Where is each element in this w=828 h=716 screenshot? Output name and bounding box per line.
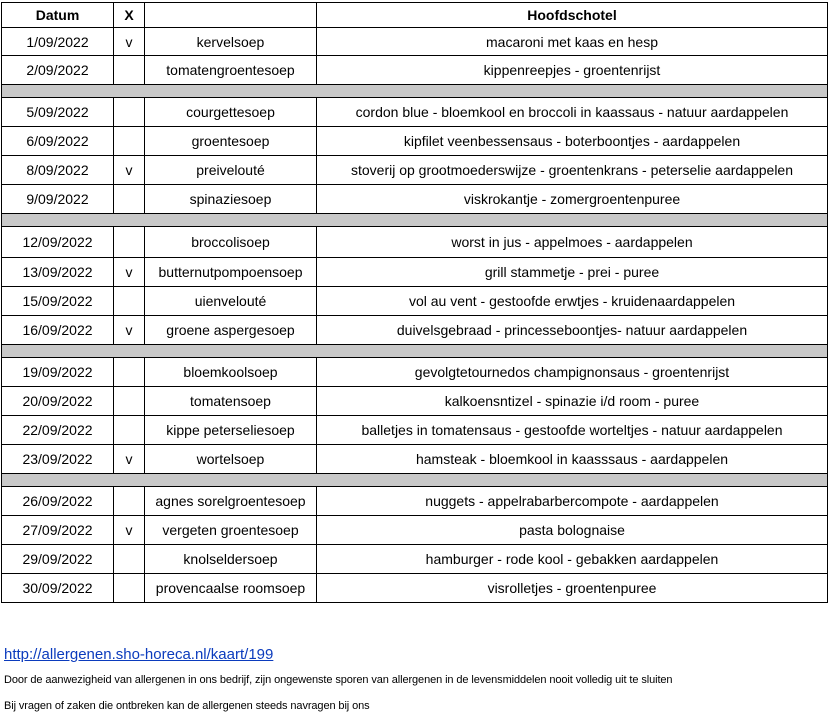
soup-cell: kippe peterseliesoep [145, 416, 317, 445]
soup-cell: broccolisoep [145, 227, 317, 258]
week-separator [2, 345, 828, 358]
main-cell: cordon blue - bloemkool en broccoli in kaassaus - natuur aardappelen [317, 98, 828, 127]
main-cell: vol au vent - gestoofde erwtjes - kruidenaardappelen [317, 287, 828, 316]
soup-cell: preivelouté [145, 156, 317, 185]
table-row [2, 287, 828, 316]
main-cell: nuggets - appelrabarbercompote - aardappelen [317, 487, 828, 516]
x-cell: v [114, 516, 145, 545]
soup-cell: spinaziesoep [145, 185, 317, 214]
date-cell: 27/09/2022 [2, 516, 114, 545]
soup-cell: knolseldersoep [145, 545, 317, 574]
date-cell: 16/09/2022 [2, 316, 114, 345]
main-cell: balletjes in tomatensaus - gestoofde worteltjes - natuur aardappelen [317, 416, 828, 445]
main-cell: viskrokantje - zomergroentenpuree [317, 185, 828, 214]
header-date: Datum [2, 3, 114, 28]
table-row [2, 545, 828, 574]
main-cell: grill stammetje - prei - puree [317, 258, 828, 287]
table-row [2, 516, 828, 545]
soup-cell: tomatengroentesoep [145, 56, 317, 85]
date-cell: 9/09/2022 [2, 185, 114, 214]
table-row [2, 358, 828, 387]
x-cell [114, 358, 145, 387]
header-soup [145, 3, 317, 28]
table-row [2, 416, 828, 445]
main-cell: kipfilet veenbessensaus - boterboontjes - aardappelen [317, 127, 828, 156]
date-cell: 8/09/2022 [2, 156, 114, 185]
date-cell: 12/09/2022 [2, 227, 114, 258]
x-cell [114, 387, 145, 416]
allergen-note: Door de aanwezigheid van allergenen in ons bedrijf, zijn ongewenste sporen van allergenen in de levensmiddelen nooit volledig uit te sluiten [4, 674, 673, 686]
soup-cell: butternutpompoensoep [145, 258, 317, 287]
soup-cell: courgettesoep [145, 98, 317, 127]
table-row [2, 574, 828, 603]
date-cell: 15/09/2022 [2, 287, 114, 316]
date-cell: 20/09/2022 [2, 387, 114, 416]
soup-cell: tomatensoep [145, 387, 317, 416]
date-cell: 1/09/2022 [2, 28, 114, 56]
separator-cell [2, 85, 828, 98]
soup-cell: groene aspergesoep [145, 316, 317, 345]
table-row [2, 258, 828, 287]
separator-cell [2, 345, 828, 358]
x-cell: v [114, 156, 145, 185]
main-cell: macaroni met kaas en hesp [317, 28, 828, 56]
x-cell: v [114, 258, 145, 287]
week-separator [2, 474, 828, 487]
main-cell: visrolletjes - groentenpuree [317, 574, 828, 603]
main-cell: kalkoensntizel - spinazie i/d room - puree [317, 387, 828, 416]
menu-body [2, 28, 828, 603]
week-separator [2, 85, 828, 98]
table-row [2, 227, 828, 258]
date-cell: 19/09/2022 [2, 358, 114, 387]
x-cell [114, 574, 145, 603]
header-row [2, 3, 828, 28]
table-row [2, 156, 828, 185]
separator-cell [2, 474, 828, 487]
date-cell: 2/09/2022 [2, 56, 114, 85]
soup-cell: uienvelouté [145, 287, 317, 316]
date-cell: 30/09/2022 [2, 574, 114, 603]
soup-cell: kervelsoep [145, 28, 317, 56]
x-cell [114, 185, 145, 214]
table-row [2, 316, 828, 345]
main-cell: worst in jus - appelmoes - aardappelen [317, 227, 828, 258]
date-cell: 22/09/2022 [2, 416, 114, 445]
main-cell: stoverij op grootmoederswijze - groentenkrans - peterselie aardappelen [317, 156, 828, 185]
x-cell [114, 227, 145, 258]
date-cell: 5/09/2022 [2, 98, 114, 127]
date-cell: 6/09/2022 [2, 127, 114, 156]
main-cell: kippenreepjes - groentenrijst [317, 56, 828, 85]
x-cell [114, 416, 145, 445]
soup-cell: vergeten groentesoep [145, 516, 317, 545]
table-row [2, 56, 828, 85]
soup-cell: agnes sorelgroentesoep [145, 487, 317, 516]
x-cell [114, 98, 145, 127]
x-cell: v [114, 445, 145, 474]
table-row [2, 185, 828, 214]
soup-cell: bloemkoolsoep [145, 358, 317, 387]
soup-cell: groentesoep [145, 127, 317, 156]
soup-cell: wortelsoep [145, 445, 317, 474]
main-cell: gevolgtetournedos champignonsaus - groentenrijst [317, 358, 828, 387]
main-cell: hamsteak - bloemkool in kaasssaus - aardappelen [317, 445, 828, 474]
x-cell [114, 545, 145, 574]
soup-cell: provencaalse roomsoep [145, 574, 317, 603]
x-cell [114, 56, 145, 85]
x-cell [114, 287, 145, 316]
x-cell [114, 127, 145, 156]
x-cell: v [114, 316, 145, 345]
table-row [2, 127, 828, 156]
main-cell: duivelsgebraad - princesseboontjes- natuur aardappelen [317, 316, 828, 345]
date-cell: 29/09/2022 [2, 545, 114, 574]
date-cell: 26/09/2022 [2, 487, 114, 516]
header-x: X [114, 3, 145, 28]
table-row [2, 387, 828, 416]
x-cell: v [114, 28, 145, 56]
x-cell [114, 487, 145, 516]
week-separator [2, 214, 828, 227]
contact-note: Bij vragen of zaken die ontbreken kan de allergenen steeds navragen bij ons [4, 700, 370, 712]
table-row [2, 28, 828, 56]
table-row [2, 445, 828, 474]
separator-cell [2, 214, 828, 227]
menu-table [1, 2, 828, 603]
date-cell: 13/09/2022 [2, 258, 114, 287]
main-cell: hamburger - rode kool - gebakken aardappelen [317, 545, 828, 574]
main-cell: pasta bolognaise [317, 516, 828, 545]
header-main: Hoofdschotel [317, 3, 828, 28]
date-cell: 23/09/2022 [2, 445, 114, 474]
table-row [2, 98, 828, 127]
table-row [2, 487, 828, 516]
allergen-link[interactable]: http://allergenen.sho-horeca.nl/kaart/199 [4, 646, 274, 663]
